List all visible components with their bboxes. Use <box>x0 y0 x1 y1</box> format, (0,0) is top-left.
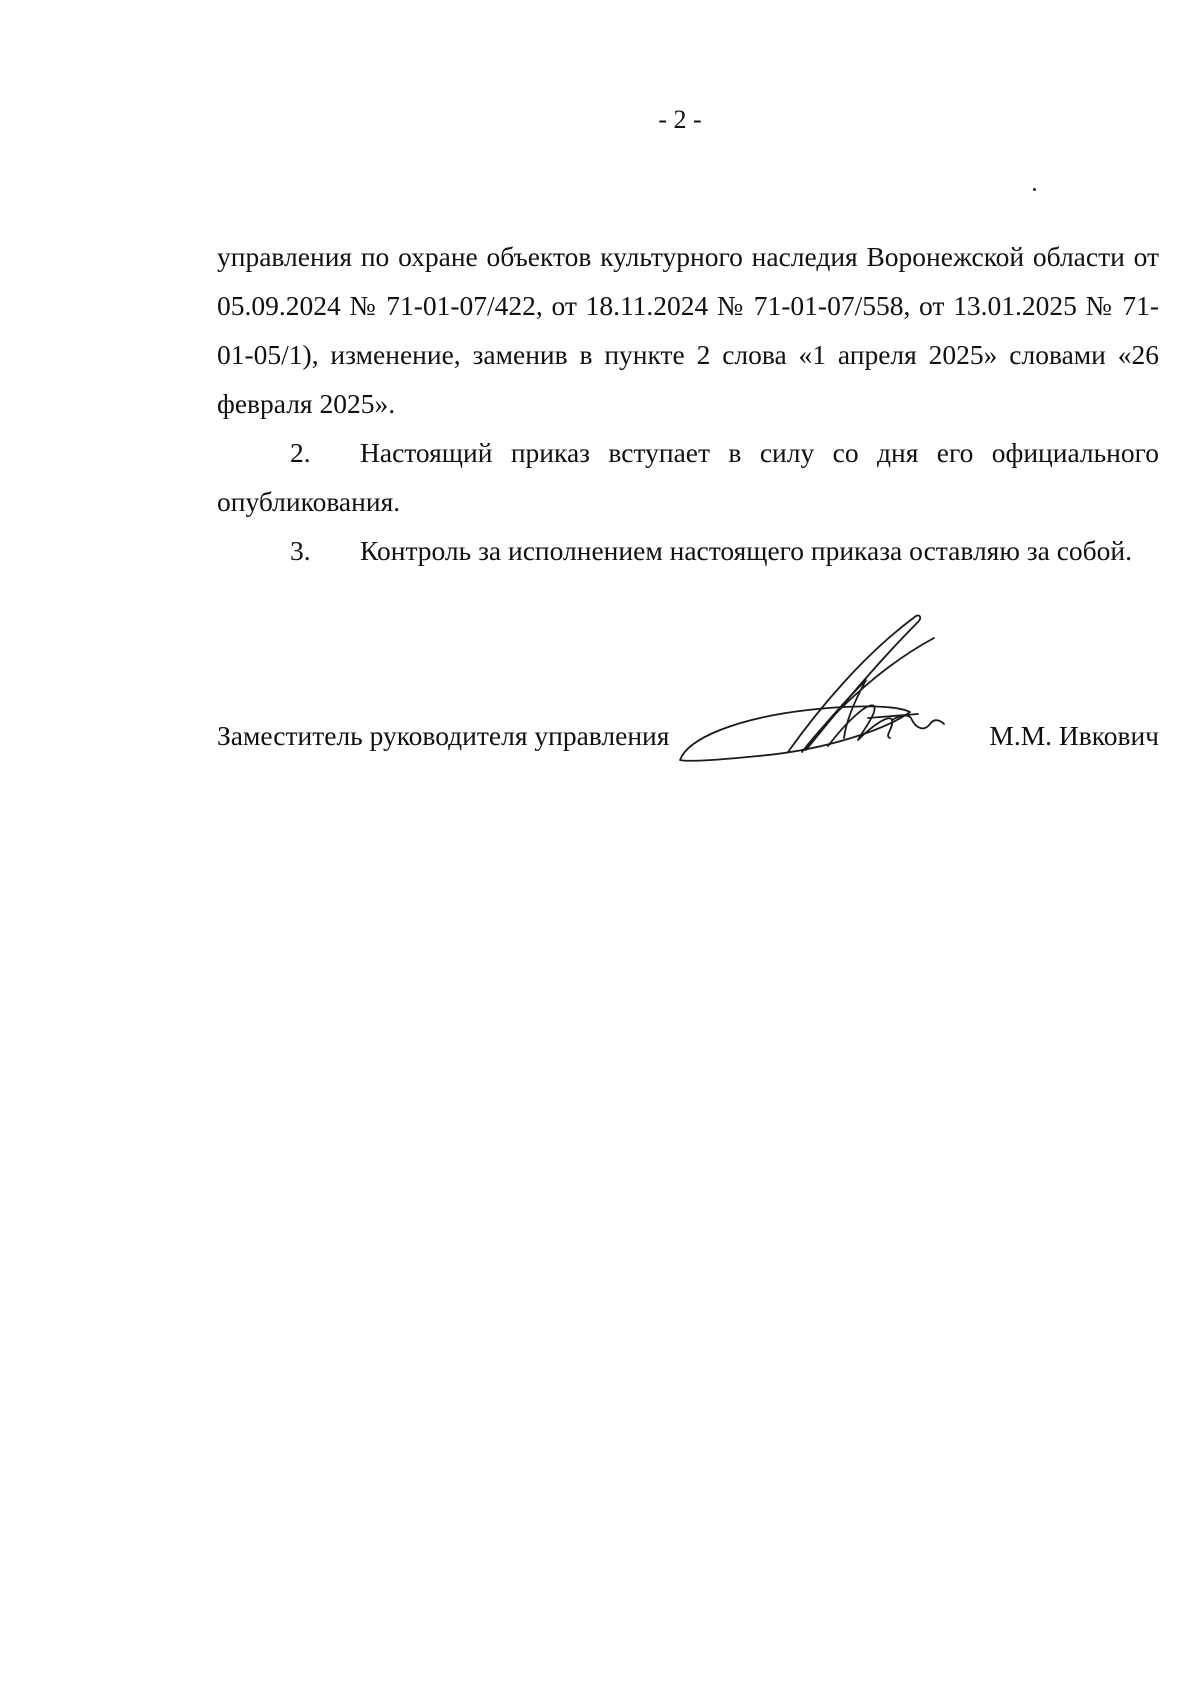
list-item-3 <box>217 526 1159 575</box>
list-item-2-number: 2. <box>290 437 311 468</box>
signatory-name: М.М. Ивкович <box>989 720 1159 751</box>
list-item-2-text: Настоящий приказ вступает в силу со дня его официального опубликования. <box>217 437 1159 517</box>
list-item-3-text: Контроль за исполнением настоящего приказа оставляю за собой. <box>360 535 1132 566</box>
page-number: - 2 - <box>658 105 702 134</box>
signatory-position: Заместитель руководителя управления <box>217 720 670 751</box>
scan-speck <box>1033 188 1036 191</box>
continuation-paragraph: управления по охране объектов культурного наследия Воронежской области от 05.09.2024 № 71-01-07/422, от 18.11.2024 № 71-01-07/558, от 13.01.2025 № 71-01-05/1), изменение, заменив в пункте 2 слова «1 апреля 2025» словами «26 февраля 2025». <box>217 241 1159 419</box>
document-body <box>217 232 1159 575</box>
list-item-3-number: 3. <box>290 535 311 566</box>
signature-block <box>217 712 1159 760</box>
list-item-2 <box>217 428 1159 526</box>
